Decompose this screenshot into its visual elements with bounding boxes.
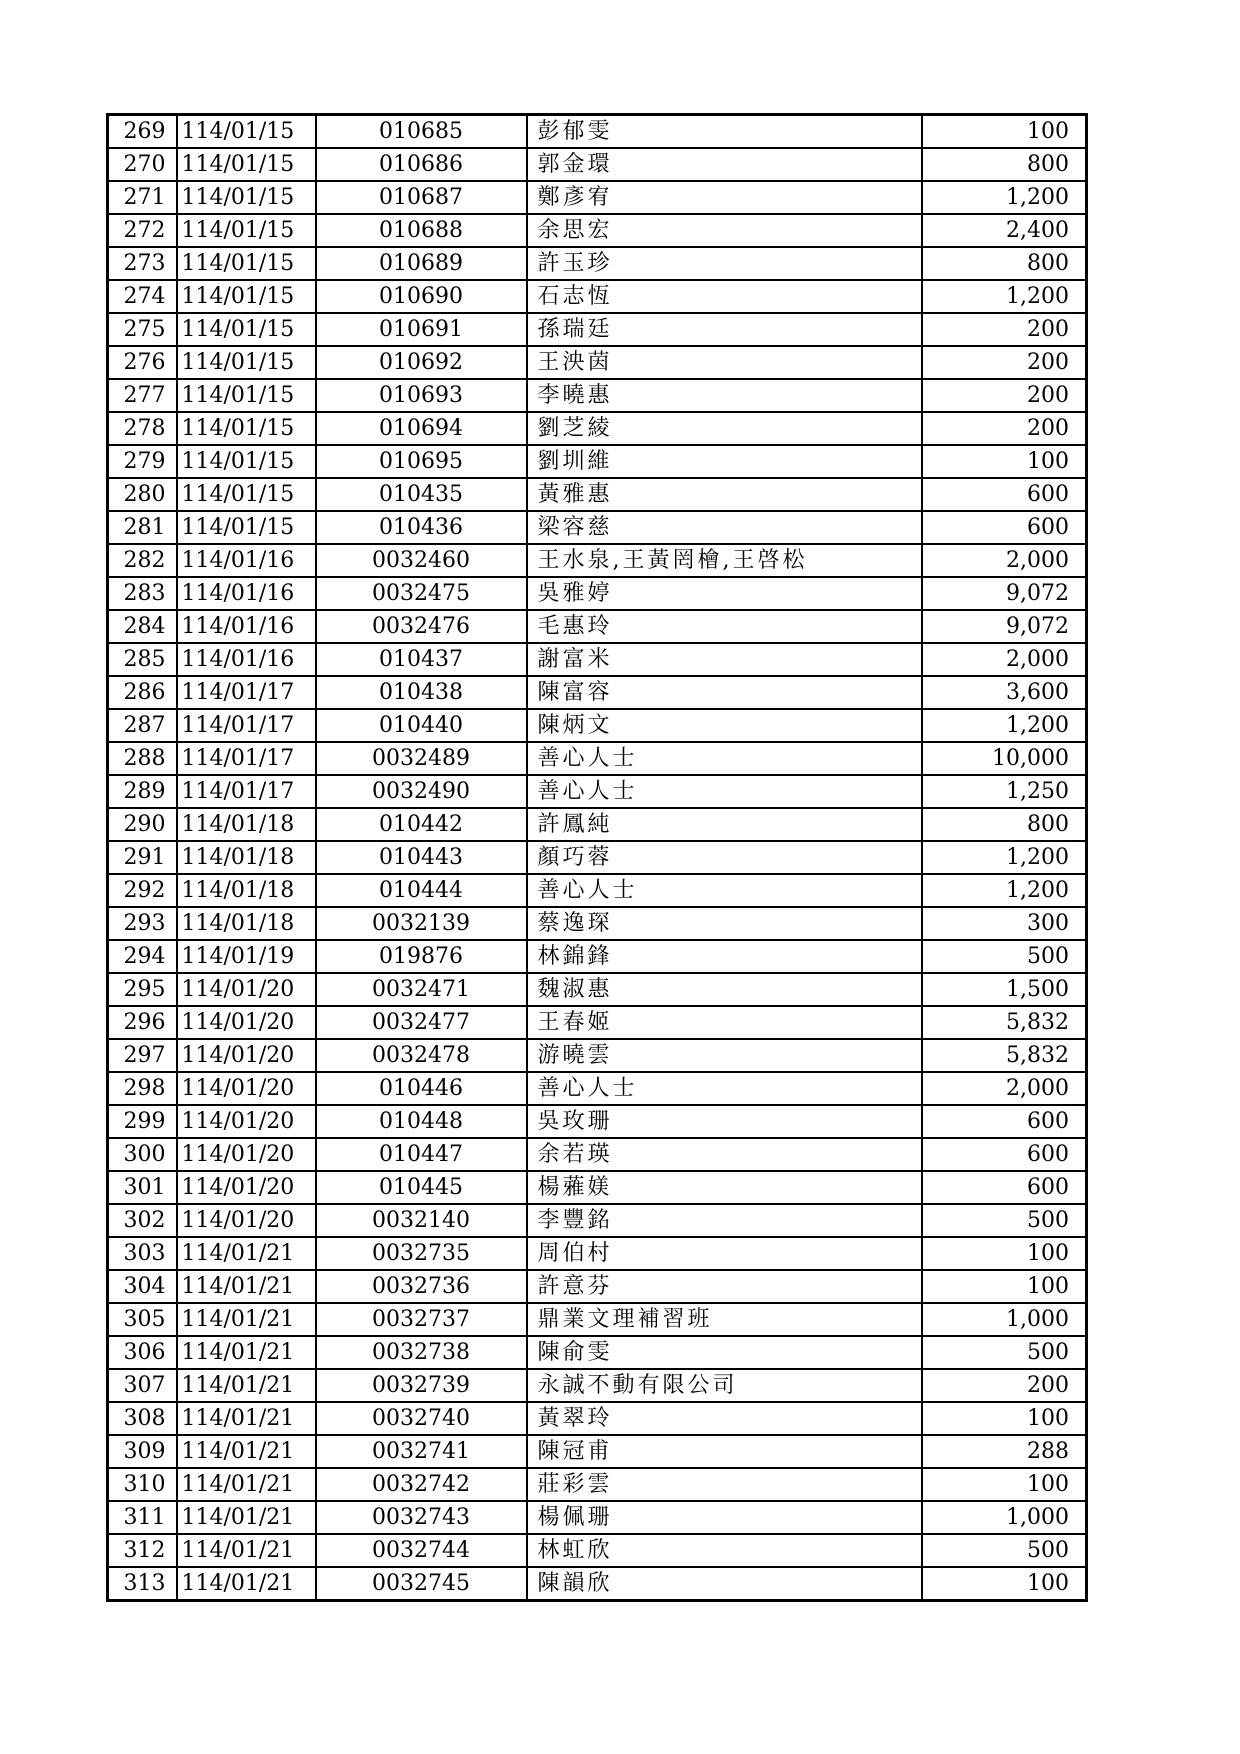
table-row (108, 940, 1087, 973)
amount-cell: 600 (922, 511, 1087, 544)
donor-name-cell: 黃雅惠 (527, 478, 922, 511)
donation-table (106, 113, 1088, 1602)
receipt-number-cell: 0032741 (316, 1435, 527, 1468)
date-cell: 114/01/21 (177, 1369, 316, 1402)
receipt-number-cell: 010685 (316, 115, 527, 149)
row-number-cell: 276 (108, 346, 177, 379)
donor-name-cell: 李豐銘 (527, 1204, 922, 1237)
date-cell: 114/01/21 (177, 1567, 316, 1601)
date-cell: 114/01/16 (177, 544, 316, 577)
table-row (108, 742, 1087, 775)
donor-name-cell: 陳富容 (527, 676, 922, 709)
donor-name-cell: 毛惠玲 (527, 610, 922, 643)
row-number-cell: 274 (108, 280, 177, 313)
row-number-cell: 298 (108, 1072, 177, 1105)
amount-cell: 2,400 (922, 214, 1087, 247)
amount-cell: 1,000 (922, 1303, 1087, 1336)
donor-name-cell: 陳炳文 (527, 709, 922, 742)
row-number-cell: 297 (108, 1039, 177, 1072)
donor-name-cell: 吳雅婷 (527, 577, 922, 610)
table-row (108, 973, 1087, 1006)
date-cell: 114/01/21 (177, 1303, 316, 1336)
table-row (108, 610, 1087, 643)
row-number-cell: 299 (108, 1105, 177, 1138)
amount-cell: 288 (922, 1435, 1087, 1468)
donor-name-cell: 永誠不動有限公司 (527, 1369, 922, 1402)
receipt-number-cell: 0032477 (316, 1006, 527, 1039)
row-number-cell: 282 (108, 544, 177, 577)
table-row (108, 544, 1087, 577)
donor-name-cell: 石志恆 (527, 280, 922, 313)
receipt-number-cell: 0032740 (316, 1402, 527, 1435)
donor-name-cell: 梁容慈 (527, 511, 922, 544)
donor-name-cell: 楊蕥媄 (527, 1171, 922, 1204)
table-row (108, 1303, 1087, 1336)
table-row (108, 643, 1087, 676)
row-number-cell: 294 (108, 940, 177, 973)
date-cell: 114/01/21 (177, 1237, 316, 1270)
donor-name-cell: 林錦鋒 (527, 940, 922, 973)
amount-cell: 1,000 (922, 1501, 1087, 1534)
table-row (108, 1105, 1087, 1138)
amount-cell: 100 (922, 1270, 1087, 1303)
donor-name-cell: 許鳳純 (527, 808, 922, 841)
row-number-cell: 278 (108, 412, 177, 445)
receipt-number-cell: 0032489 (316, 742, 527, 775)
amount-cell: 2,000 (922, 1072, 1087, 1105)
date-cell: 114/01/20 (177, 1204, 316, 1237)
row-number-cell: 280 (108, 478, 177, 511)
table-row (108, 1534, 1087, 1567)
table-row (108, 445, 1087, 478)
date-cell: 114/01/21 (177, 1468, 316, 1501)
table-row (108, 577, 1087, 610)
donation-table-body (108, 115, 1087, 1601)
date-cell: 114/01/15 (177, 115, 316, 149)
table-row (108, 1237, 1087, 1270)
receipt-number-cell: 0032737 (316, 1303, 527, 1336)
table-row (108, 907, 1087, 940)
receipt-number-cell: 010442 (316, 808, 527, 841)
amount-cell: 200 (922, 313, 1087, 346)
date-cell: 114/01/20 (177, 973, 316, 1006)
donor-name-cell: 陳俞雯 (527, 1336, 922, 1369)
donor-name-cell: 善心人士 (527, 874, 922, 907)
amount-cell: 800 (922, 148, 1087, 181)
receipt-number-cell: 0032478 (316, 1039, 527, 1072)
donor-name-cell: 楊佩珊 (527, 1501, 922, 1534)
date-cell: 114/01/21 (177, 1336, 316, 1369)
row-number-cell: 292 (108, 874, 177, 907)
donor-name-cell: 許玉珍 (527, 247, 922, 280)
amount-cell: 600 (922, 1138, 1087, 1171)
receipt-number-cell: 010695 (316, 445, 527, 478)
date-cell: 114/01/15 (177, 412, 316, 445)
receipt-number-cell: 010691 (316, 313, 527, 346)
date-cell: 114/01/17 (177, 709, 316, 742)
table-row (108, 1006, 1087, 1039)
donor-name-cell: 善心人士 (527, 742, 922, 775)
receipt-number-cell: 010443 (316, 841, 527, 874)
receipt-number-cell: 010690 (316, 280, 527, 313)
receipt-number-cell: 0032490 (316, 775, 527, 808)
receipt-number-cell: 010440 (316, 709, 527, 742)
row-number-cell: 300 (108, 1138, 177, 1171)
amount-cell: 300 (922, 907, 1087, 940)
table-row (108, 214, 1087, 247)
donor-name-cell: 孫瑞廷 (527, 313, 922, 346)
table-row (108, 313, 1087, 346)
date-cell: 114/01/15 (177, 247, 316, 280)
date-cell: 114/01/15 (177, 214, 316, 247)
date-cell: 114/01/20 (177, 1072, 316, 1105)
row-number-cell: 277 (108, 379, 177, 412)
row-number-cell: 304 (108, 1270, 177, 1303)
date-cell: 114/01/21 (177, 1534, 316, 1567)
receipt-number-cell: 0032735 (316, 1237, 527, 1270)
table-row (108, 1204, 1087, 1237)
table-row (108, 841, 1087, 874)
donor-name-cell: 李曉惠 (527, 379, 922, 412)
table-row (108, 1402, 1087, 1435)
row-number-cell: 302 (108, 1204, 177, 1237)
table-row (108, 280, 1087, 313)
date-cell: 114/01/15 (177, 148, 316, 181)
date-cell: 114/01/15 (177, 379, 316, 412)
amount-cell: 2,000 (922, 643, 1087, 676)
receipt-number-cell: 0032736 (316, 1270, 527, 1303)
amount-cell: 1,500 (922, 973, 1087, 1006)
receipt-number-cell: 010687 (316, 181, 527, 214)
amount-cell: 600 (922, 478, 1087, 511)
table-row (108, 676, 1087, 709)
donor-name-cell: 余思宏 (527, 214, 922, 247)
date-cell: 114/01/18 (177, 808, 316, 841)
amount-cell: 2,000 (922, 544, 1087, 577)
receipt-number-cell: 0032139 (316, 907, 527, 940)
table-row (108, 1501, 1087, 1534)
row-number-cell: 271 (108, 181, 177, 214)
row-number-cell: 291 (108, 841, 177, 874)
date-cell: 114/01/19 (177, 940, 316, 973)
receipt-number-cell: 010686 (316, 148, 527, 181)
donor-name-cell: 游曉雲 (527, 1039, 922, 1072)
row-number-cell: 306 (108, 1336, 177, 1369)
donor-name-cell: 黃翠玲 (527, 1402, 922, 1435)
amount-cell: 1,200 (922, 181, 1087, 214)
table-row (108, 1072, 1087, 1105)
row-number-cell: 273 (108, 247, 177, 280)
date-cell: 114/01/15 (177, 181, 316, 214)
date-cell: 114/01/15 (177, 280, 316, 313)
amount-cell: 100 (922, 1468, 1087, 1501)
row-number-cell: 307 (108, 1369, 177, 1402)
date-cell: 114/01/17 (177, 742, 316, 775)
date-cell: 114/01/20 (177, 1171, 316, 1204)
receipt-number-cell: 0032745 (316, 1567, 527, 1601)
receipt-number-cell: 0032140 (316, 1204, 527, 1237)
receipt-number-cell: 010689 (316, 247, 527, 280)
table-row (108, 1336, 1087, 1369)
row-number-cell: 311 (108, 1501, 177, 1534)
row-number-cell: 272 (108, 214, 177, 247)
date-cell: 114/01/16 (177, 610, 316, 643)
amount-cell: 9,072 (922, 577, 1087, 610)
receipt-number-cell: 010444 (316, 874, 527, 907)
date-cell: 114/01/18 (177, 874, 316, 907)
date-cell: 114/01/17 (177, 775, 316, 808)
receipt-number-cell: 010438 (316, 676, 527, 709)
amount-cell: 500 (922, 1204, 1087, 1237)
date-cell: 114/01/15 (177, 511, 316, 544)
amount-cell: 5,832 (922, 1039, 1087, 1072)
donor-name-cell: 鄭彥宥 (527, 181, 922, 214)
table-row (108, 1435, 1087, 1468)
row-number-cell: 275 (108, 313, 177, 346)
row-number-cell: 270 (108, 148, 177, 181)
row-number-cell: 312 (108, 1534, 177, 1567)
donor-name-cell: 謝富米 (527, 643, 922, 676)
amount-cell: 3,600 (922, 676, 1087, 709)
row-number-cell: 308 (108, 1402, 177, 1435)
amount-cell: 200 (922, 1369, 1087, 1402)
row-number-cell: 286 (108, 676, 177, 709)
table-row (108, 808, 1087, 841)
receipt-number-cell: 010693 (316, 379, 527, 412)
date-cell: 114/01/16 (177, 643, 316, 676)
table-row (108, 346, 1087, 379)
date-cell: 114/01/21 (177, 1435, 316, 1468)
row-number-cell: 305 (108, 1303, 177, 1336)
amount-cell: 200 (922, 412, 1087, 445)
table-row (108, 1039, 1087, 1072)
donor-name-cell: 善心人士 (527, 775, 922, 808)
donor-name-cell: 彭郁雯 (527, 115, 922, 149)
table-row (108, 379, 1087, 412)
row-number-cell: 313 (108, 1567, 177, 1601)
date-cell: 114/01/20 (177, 1006, 316, 1039)
date-cell: 114/01/17 (177, 676, 316, 709)
row-number-cell: 296 (108, 1006, 177, 1039)
table-row (108, 1270, 1087, 1303)
date-cell: 114/01/15 (177, 313, 316, 346)
date-cell: 114/01/15 (177, 478, 316, 511)
table-row (108, 148, 1087, 181)
amount-cell: 600 (922, 1105, 1087, 1138)
receipt-number-cell: 010435 (316, 478, 527, 511)
amount-cell: 500 (922, 1336, 1087, 1369)
amount-cell: 1,200 (922, 874, 1087, 907)
receipt-number-cell: 010448 (316, 1105, 527, 1138)
receipt-number-cell: 0032460 (316, 544, 527, 577)
donor-name-cell: 郭金環 (527, 148, 922, 181)
donor-name-cell: 莊彩雲 (527, 1468, 922, 1501)
receipt-number-cell: 0032471 (316, 973, 527, 1006)
date-cell: 114/01/21 (177, 1402, 316, 1435)
date-cell: 114/01/20 (177, 1105, 316, 1138)
table-row (108, 511, 1087, 544)
amount-cell: 10,000 (922, 742, 1087, 775)
row-number-cell: 283 (108, 577, 177, 610)
donor-name-cell: 王春姬 (527, 1006, 922, 1039)
amount-cell: 500 (922, 1534, 1087, 1567)
receipt-number-cell: 010688 (316, 214, 527, 247)
receipt-number-cell: 010436 (316, 511, 527, 544)
amount-cell: 100 (922, 115, 1087, 149)
date-cell: 114/01/15 (177, 346, 316, 379)
row-number-cell: 295 (108, 973, 177, 1006)
donor-name-cell: 周伯村 (527, 1237, 922, 1270)
receipt-number-cell: 010692 (316, 346, 527, 379)
row-number-cell: 284 (108, 610, 177, 643)
table-row (108, 874, 1087, 907)
amount-cell: 5,832 (922, 1006, 1087, 1039)
amount-cell: 200 (922, 346, 1087, 379)
amount-cell: 600 (922, 1171, 1087, 1204)
donor-name-cell: 王水泉,王黃罔檜,王啓松 (527, 544, 922, 577)
receipt-number-cell: 010446 (316, 1072, 527, 1105)
row-number-cell: 285 (108, 643, 177, 676)
date-cell: 114/01/20 (177, 1138, 316, 1171)
receipt-number-cell: 010445 (316, 1171, 527, 1204)
table-row (108, 1171, 1087, 1204)
table-row (108, 709, 1087, 742)
table-row (108, 1369, 1087, 1402)
date-cell: 114/01/18 (177, 841, 316, 874)
date-cell: 114/01/20 (177, 1039, 316, 1072)
donor-name-cell: 劉芝綾 (527, 412, 922, 445)
donor-name-cell: 陳韻欣 (527, 1567, 922, 1601)
receipt-number-cell: 0032744 (316, 1534, 527, 1567)
table-row (108, 1138, 1087, 1171)
row-number-cell: 289 (108, 775, 177, 808)
receipt-number-cell: 0032738 (316, 1336, 527, 1369)
receipt-number-cell: 010447 (316, 1138, 527, 1171)
row-number-cell: 290 (108, 808, 177, 841)
receipt-number-cell: 010694 (316, 412, 527, 445)
table-row (108, 775, 1087, 808)
donor-name-cell: 許意芬 (527, 1270, 922, 1303)
donor-name-cell: 余若瑛 (527, 1138, 922, 1171)
donor-name-cell: 林虹欣 (527, 1534, 922, 1567)
donor-name-cell: 鼎業文理補習班 (527, 1303, 922, 1336)
date-cell: 114/01/18 (177, 907, 316, 940)
receipt-number-cell: 010437 (316, 643, 527, 676)
donor-name-cell: 蔡逸琛 (527, 907, 922, 940)
amount-cell: 9,072 (922, 610, 1087, 643)
row-number-cell: 281 (108, 511, 177, 544)
row-number-cell: 310 (108, 1468, 177, 1501)
row-number-cell: 288 (108, 742, 177, 775)
row-number-cell: 293 (108, 907, 177, 940)
receipt-number-cell: 0032742 (316, 1468, 527, 1501)
receipt-number-cell: 0032739 (316, 1369, 527, 1402)
amount-cell: 1,200 (922, 280, 1087, 313)
receipt-number-cell: 0032475 (316, 577, 527, 610)
row-number-cell: 287 (108, 709, 177, 742)
date-cell: 114/01/21 (177, 1501, 316, 1534)
receipt-number-cell: 019876 (316, 940, 527, 973)
row-number-cell: 303 (108, 1237, 177, 1270)
amount-cell: 100 (922, 1567, 1087, 1601)
row-number-cell: 309 (108, 1435, 177, 1468)
amount-cell: 1,200 (922, 709, 1087, 742)
receipt-number-cell: 0032743 (316, 1501, 527, 1534)
donor-name-cell: 顏巧蓉 (527, 841, 922, 874)
table-row (108, 115, 1087, 149)
amount-cell: 1,200 (922, 841, 1087, 874)
donor-name-cell: 魏淑惠 (527, 973, 922, 1006)
donor-name-cell: 王泱茵 (527, 346, 922, 379)
donor-name-cell: 吳玫珊 (527, 1105, 922, 1138)
donor-name-cell: 劉圳維 (527, 445, 922, 478)
table-row (108, 1567, 1087, 1601)
row-number-cell: 279 (108, 445, 177, 478)
table-row (108, 412, 1087, 445)
amount-cell: 100 (922, 1402, 1087, 1435)
amount-cell: 1,250 (922, 775, 1087, 808)
date-cell: 114/01/15 (177, 445, 316, 478)
amount-cell: 100 (922, 1237, 1087, 1270)
table-row (108, 247, 1087, 280)
date-cell: 114/01/16 (177, 577, 316, 610)
amount-cell: 100 (922, 445, 1087, 478)
amount-cell: 500 (922, 940, 1087, 973)
receipt-number-cell: 0032476 (316, 610, 527, 643)
table-row (108, 1468, 1087, 1501)
table-row (108, 181, 1087, 214)
donor-name-cell: 善心人士 (527, 1072, 922, 1105)
row-number-cell: 301 (108, 1171, 177, 1204)
amount-cell: 200 (922, 379, 1087, 412)
date-cell: 114/01/21 (177, 1270, 316, 1303)
donor-name-cell: 陳冠甫 (527, 1435, 922, 1468)
amount-cell: 800 (922, 808, 1087, 841)
row-number-cell: 269 (108, 115, 177, 149)
amount-cell: 800 (922, 247, 1087, 280)
table-row (108, 478, 1087, 511)
